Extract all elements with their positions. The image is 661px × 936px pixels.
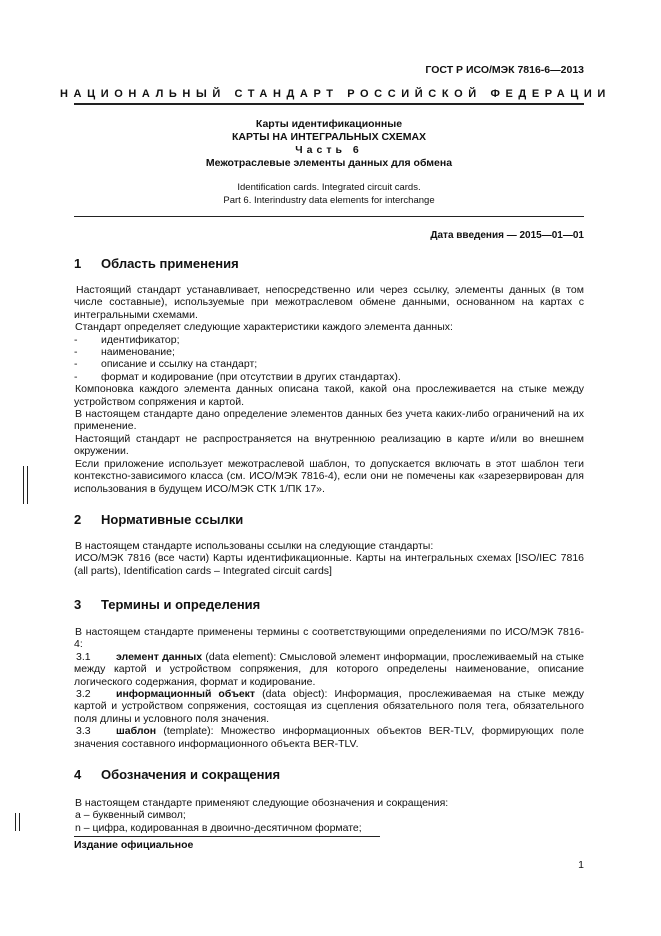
- section-2-heading: [74, 512, 243, 527]
- section-number: 4: [74, 767, 82, 782]
- change-bar: [23, 466, 24, 504]
- paragraph: В настоящем стандарте применены термины с соответствующими определениями по ИСО/МЭК 7816-4:: [74, 626, 584, 651]
- paragraph: Если приложение использует межотраслевой шаблон, то допускается включать в этот шаблон теги контекстно-зависимого класса (см. ИСО/МЭК 7816-4), если они не помечены как «зарезервирован для использования в будущем ИСО/МЭК СТК 1/ПК 17».: [74, 457, 584, 495]
- list-item-text: наименование;: [101, 346, 175, 359]
- english-title-line-2: Part 6. Interindustry data elements for interchange: [223, 195, 435, 206]
- list-item: - идентификатор;: [74, 333, 180, 346]
- title-line-1: Карты идентификационные: [255, 118, 403, 130]
- abbreviation-item: a – буквенный символ;: [75, 809, 186, 822]
- term-definition: [74, 688, 584, 725]
- definition: (data element): Смысловой элемент информации, прослеживаемый на стыке между картой и устройством сопряжения, для которого определены наименование, описание логического содержания, формат и кодирование.: [74, 650, 584, 688]
- definition: (template): Множество информационных объектов BER-TLV, формирующих поле значения составного информационного объекта BER-TLV.: [74, 725, 584, 750]
- section-4-heading: [74, 767, 280, 782]
- edition-note: Издание официальное: [74, 839, 194, 851]
- section-4-body: [74, 797, 584, 834]
- introduction-date: Дата введения — 2015—01—01: [430, 230, 584, 241]
- list-item: - описание и ссылку на стандарт;: [74, 358, 258, 371]
- term: элемент данных: [116, 650, 203, 663]
- list-item: - формат и кодирование (при отсутствии в других стандартах).: [74, 370, 401, 383]
- section-number: 2: [74, 512, 82, 527]
- footer-rule: [74, 836, 380, 837]
- paragraph: В настоящем стандарте применяют следующие обозначения и сокращения:: [75, 797, 449, 809]
- section-number: 3: [74, 597, 82, 612]
- paragraph: В настоящем стандарте дано определение элементов данных без учета каких-либо ограничений на их применение.: [74, 408, 584, 433]
- english-title-line-1: Identification cards. Integrated circuit cards.: [237, 182, 421, 193]
- english-title-block: [74, 181, 584, 207]
- paragraph: ИСО/МЭК 7816 (все части) Карты идентификационные. Карты на интегральных схемах [ISO/IEC 7816 (all parts), Identification cards – Integrated circuit cards]: [74, 552, 584, 577]
- header-rule: [74, 103, 584, 105]
- term-number: 3.1: [76, 650, 91, 663]
- section-1-heading: [74, 256, 239, 271]
- term-definition: [74, 651, 584, 688]
- paragraph: Настоящий стандарт не распространяется на внутреннюю реализацию в карте и/или во внешнем окружении.: [74, 432, 584, 458]
- paragraph-text: Настоящий стандарт устанавливает, непосредственно или через ссылку, элементы данных (в том числе составные), используемые при межотраслевом обмене данными, основанном на картах с интегральными схемами.: [74, 284, 584, 321]
- title-block: [74, 118, 584, 170]
- section-title: Обозначения и сокращения: [101, 767, 281, 782]
- paragraph: Стандарт определяет следующие характеристики каждого элемента данных:: [75, 321, 453, 334]
- term: информационный объект: [116, 688, 256, 701]
- paragraph: Компоновка каждого элемента данных описана такой, какой она прослеживается на стыке между устройством сопряжения и картой.: [74, 383, 584, 408]
- national-standard-line: НАЦИОНАЛЬНЫЙ СТАНДАРТ РОССИЙСКОЙ ФЕДЕРАЦИИ: [60, 88, 611, 100]
- term-number: 3.2: [76, 688, 91, 701]
- title-rule: [74, 216, 584, 217]
- change-bar: [27, 466, 28, 504]
- section-1-body: [74, 284, 584, 495]
- change-bar: [15, 813, 16, 831]
- section-2-body: [74, 540, 584, 577]
- list-item-text: формат и кодирование (при отсутствии в других стандартах).: [101, 370, 401, 383]
- title-line-2: КАРТЫ НА ИНТЕГРАЛЬНЫХ СХЕМАХ: [231, 131, 427, 143]
- definition: (data object): Информация, прослеживаемая на стыке между картой и устройством сопряжения, состоящая из сцепления обязательного поля тега, обязательного поля длины и условного поля значения.: [74, 688, 584, 725]
- section-title: Область применения: [101, 256, 239, 271]
- page-number: 1: [578, 859, 584, 871]
- list-item-text: описание и ссылку на стандарт;: [101, 358, 258, 371]
- section-number: 1: [74, 256, 82, 271]
- paragraph: В настоящем стандарте использованы ссылки на следующие стандарты:: [75, 540, 434, 552]
- list-item: - наименование;: [74, 346, 175, 359]
- section-title: Нормативные ссылки: [101, 512, 244, 527]
- abbreviation-item: n – цифра, кодированная в двоично-десятичном формате;: [75, 821, 362, 834]
- term-definition: [74, 725, 584, 750]
- standard-code: ГОСТ Р ИСО/МЭК 7816-6—2013: [425, 64, 584, 76]
- title-line-3: Часть 6: [295, 144, 363, 156]
- section-title: Термины и определения: [101, 597, 261, 612]
- list-item-text: идентификатор;: [101, 333, 180, 346]
- section-3-body: [74, 626, 584, 750]
- title-line-4: Межотраслевые элементы данных для обмена: [205, 157, 453, 169]
- paragraph: [74, 284, 584, 321]
- section-3-heading: [74, 597, 260, 612]
- term: шаблон: [116, 725, 157, 738]
- term-number: 3.3: [76, 725, 91, 738]
- change-bar: [19, 813, 20, 831]
